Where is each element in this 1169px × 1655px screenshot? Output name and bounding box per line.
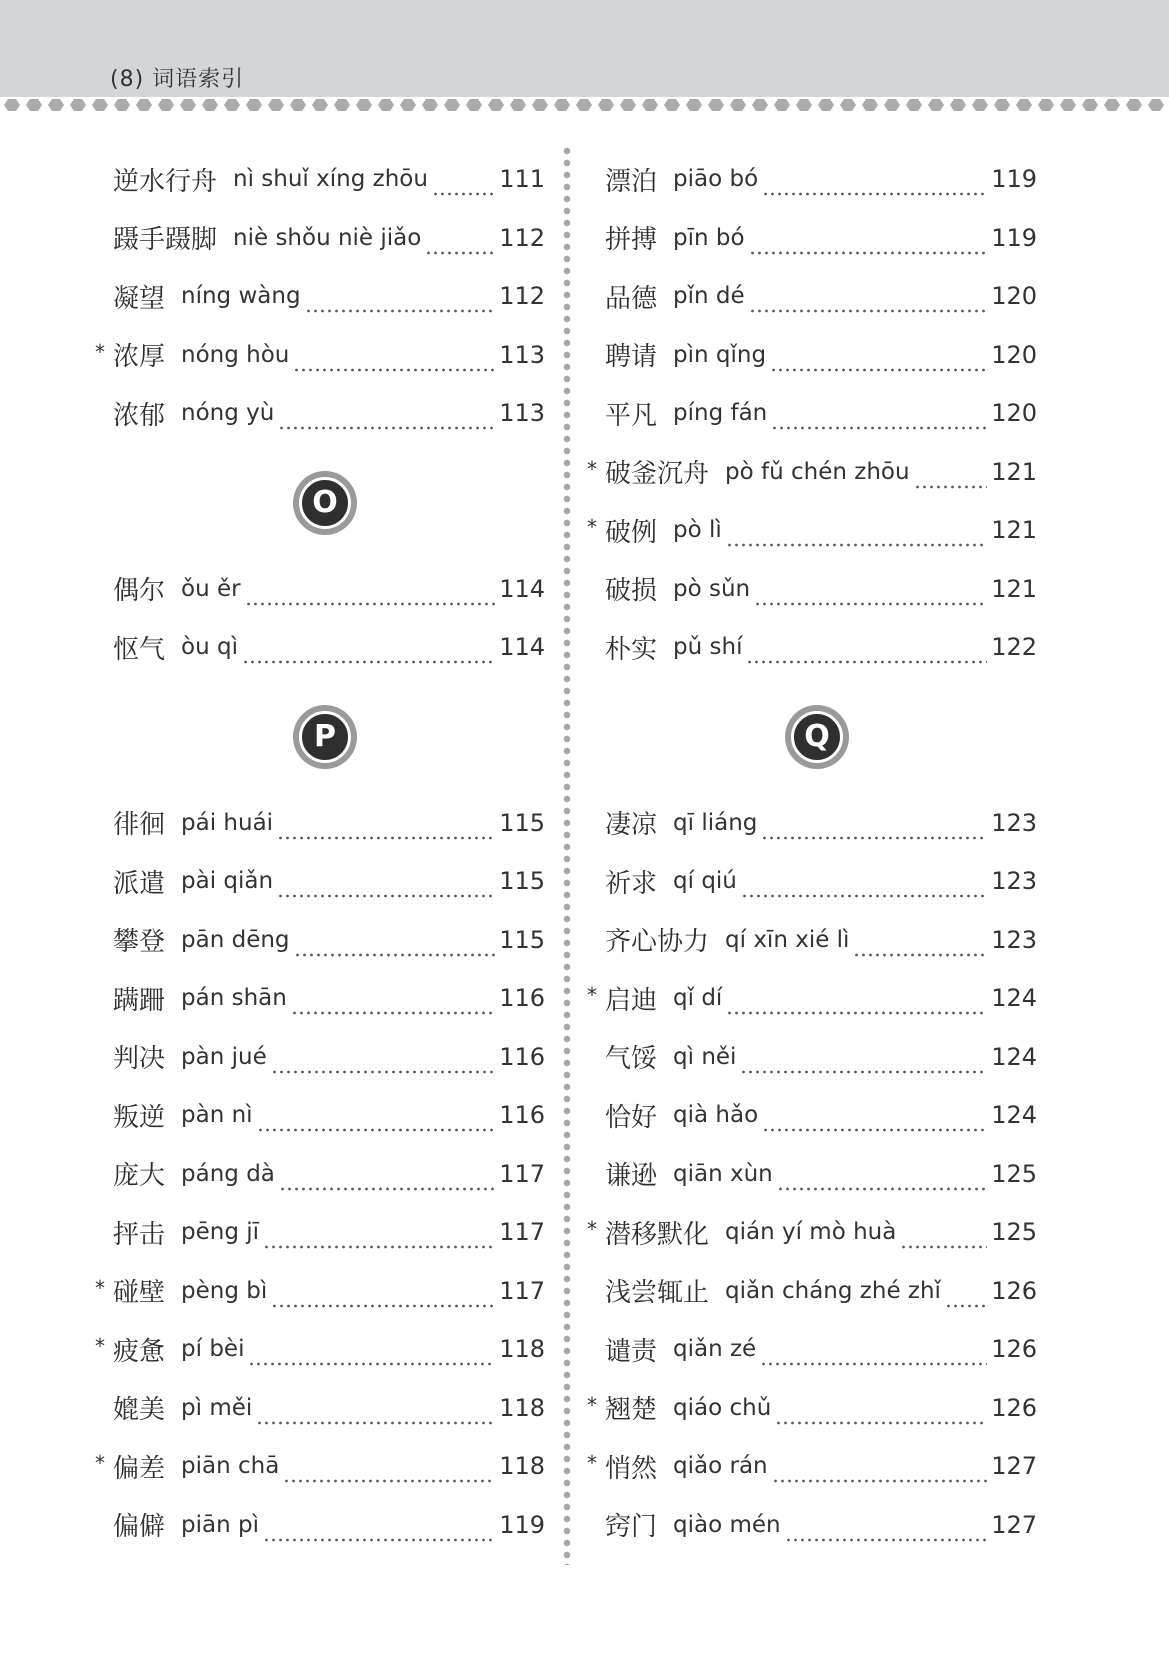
- key-word-star-marker: *: [95, 1451, 105, 1475]
- entry-page-number: 114: [499, 633, 545, 662]
- entry-word: 蹒跚: [113, 985, 166, 1016]
- dot-leader: [277, 875, 495, 899]
- index-entry: [105, 852, 545, 911]
- entry-pinyin: qiǎn zé: [673, 1336, 757, 1363]
- entry-pinyin: nì shuǐ xíng zhōu: [233, 166, 428, 193]
- index-entry: [587, 443, 1037, 502]
- pattern-hexagon: [1148, 99, 1164, 111]
- entry-word: 窍门: [605, 1512, 658, 1543]
- entry-page-number: 127: [991, 1510, 1037, 1539]
- index-entry: [587, 1437, 1037, 1496]
- pattern-hexagon: [180, 99, 196, 111]
- entry-page-number: 117: [499, 1159, 545, 1188]
- entry-pinyin: qǐ dí: [673, 985, 723, 1012]
- key-word-star-marker: *: [587, 1392, 597, 1417]
- pattern-hexagon: [598, 99, 614, 111]
- entry-page-number: 118: [499, 1393, 545, 1422]
- entry-word: 破例: [605, 517, 658, 548]
- pattern-hexagon: [356, 99, 372, 111]
- index-entry: [597, 209, 1037, 268]
- index-entry: [597, 560, 1037, 619]
- entry-word: 偏差: [113, 1453, 166, 1484]
- pattern-hexagon: [1104, 99, 1120, 111]
- entry-word: 谴责: [605, 1336, 658, 1367]
- entry-page-number: 115: [499, 808, 545, 837]
- pattern-hexagon: [136, 99, 152, 111]
- entry-word: 聘请: [605, 342, 658, 373]
- index-entry: [597, 1028, 1037, 1087]
- entry-page-number: 117: [499, 1276, 545, 1305]
- entry-pinyin: pèng bì: [181, 1277, 268, 1304]
- dot-leader: [294, 934, 496, 958]
- entry-word: 攀登: [113, 927, 166, 958]
- pattern-hexagon: [642, 99, 658, 111]
- pattern-hexagon: [466, 99, 482, 111]
- index-entry: [105, 1086, 545, 1145]
- dot-leader: [425, 232, 495, 256]
- key-word-star-marker: *: [587, 515, 597, 539]
- section-letter-badge: P: [299, 711, 351, 763]
- dot-leader: [277, 817, 495, 841]
- pattern-hexagon: [48, 99, 64, 111]
- pattern-hexagon: [1126, 99, 1142, 111]
- entry-pinyin: níng wàng: [181, 283, 301, 310]
- pattern-hexagon: [950, 99, 966, 111]
- section-header: [105, 677, 545, 794]
- entry-page-number: 123: [991, 808, 1037, 837]
- key-word-star-marker: *: [95, 1334, 105, 1358]
- index-entry: [105, 1203, 545, 1262]
- pattern-hexagon: [510, 99, 526, 111]
- dot-leader: [740, 1051, 987, 1075]
- entry-pinyin: qiǎo rán: [673, 1453, 768, 1480]
- entry-word: 齐心协力: [605, 927, 710, 958]
- index-entry: [587, 1203, 1037, 1262]
- index-entry: [587, 1379, 1037, 1438]
- entry-pinyin: qì něi: [673, 1043, 737, 1070]
- dot-leader: [263, 1519, 495, 1543]
- entry-pinyin: pīn bó: [673, 224, 745, 251]
- dot-leader: [291, 992, 495, 1016]
- index-entry: [597, 911, 1037, 970]
- pattern-hexagon: [400, 99, 416, 111]
- entry-word: 谦逊: [605, 1161, 658, 1192]
- dot-leader: [278, 407, 495, 431]
- dot-leader: [914, 466, 988, 490]
- pattern-hexagon: [576, 99, 592, 111]
- entry-page-number: 118: [499, 1452, 545, 1481]
- dot-leader: [762, 1109, 987, 1133]
- entry-word: 判决: [113, 1044, 166, 1075]
- entry-word: 潜移默化: [605, 1219, 710, 1250]
- entry-pinyin: qí qiú: [673, 868, 737, 895]
- index-entry: [597, 1262, 1037, 1321]
- entry-word: 祈求: [605, 868, 658, 899]
- entry-pinyin: pàn jué: [181, 1043, 267, 1070]
- dot-leader: [777, 1168, 987, 1192]
- dot-leader: [257, 1109, 496, 1133]
- entry-page-number: 116: [499, 1101, 545, 1130]
- dot-leader: [279, 1168, 495, 1192]
- dot-leader: [746, 641, 987, 665]
- dot-leader: [283, 1460, 495, 1484]
- entry-word: 品德: [605, 283, 658, 314]
- dot-leader: [770, 349, 987, 373]
- entry-word: 恰好: [605, 1102, 658, 1133]
- index-entry: [105, 560, 545, 619]
- dot-leader: [785, 1519, 988, 1543]
- entry-word: 蹑手蹑脚: [113, 225, 218, 256]
- index-entry: [597, 852, 1037, 911]
- entry-pinyin: piāo bó: [673, 166, 759, 193]
- entry-page-number: 120: [991, 340, 1037, 369]
- pattern-hexagon: [664, 99, 680, 111]
- pattern-hexagon: [774, 99, 790, 111]
- entry-pinyin: pò fǔ chén zhōu: [725, 458, 910, 485]
- pattern-hexagon: [26, 99, 42, 111]
- entry-pinyin: piān pì: [181, 1511, 259, 1538]
- entry-page-number: 127: [991, 1452, 1037, 1481]
- index-entry: [597, 1496, 1037, 1555]
- entry-word: 抨击: [113, 1219, 166, 1250]
- entry-page-number: 119: [991, 165, 1037, 194]
- pattern-hexagon: [92, 99, 108, 111]
- pattern-hexagon: [730, 99, 746, 111]
- entry-pinyin: nóng hòu: [181, 341, 290, 368]
- entry-word: 浓郁: [113, 400, 166, 431]
- pattern-hexagon: [994, 99, 1010, 111]
- entry-page-number: 116: [499, 1042, 545, 1071]
- pattern-hexagon: [928, 99, 944, 111]
- entry-pinyin: niè shǒu niè jiǎo: [233, 224, 422, 251]
- index-entry: [105, 794, 545, 853]
- index-entry: [597, 1145, 1037, 1204]
- section-header: [105, 443, 545, 560]
- index-entry: [95, 1437, 545, 1496]
- entry-page-number: 126: [991, 1276, 1037, 1305]
- key-word-star-marker: *: [95, 1275, 105, 1300]
- index-entry: [587, 969, 1037, 1028]
- dot-leader: [749, 232, 988, 256]
- entry-word: 平凡: [605, 400, 658, 431]
- index-entry: [95, 1262, 545, 1321]
- pattern-hexagon: [444, 99, 460, 111]
- entry-word: 浅尝辄止: [605, 1278, 710, 1309]
- dot-leader: [754, 583, 987, 607]
- pattern-hexagon: [554, 99, 570, 111]
- key-word-star-marker: *: [587, 456, 597, 481]
- entry-pinyin: pái huái: [181, 809, 274, 836]
- dot-leader: [293, 349, 495, 373]
- pattern-hexagon: [752, 99, 768, 111]
- index-entry: [105, 1496, 545, 1555]
- entry-pinyin: páng dà: [181, 1160, 275, 1187]
- entry-word: 拼搏: [605, 225, 658, 256]
- dot-leader: [771, 407, 987, 431]
- pattern-hexagon: [1060, 99, 1076, 111]
- entry-pinyin: piān chā: [181, 1453, 280, 1480]
- key-word-star-marker: *: [95, 339, 105, 364]
- index-entry: [597, 326, 1037, 385]
- dot-leader: [726, 992, 987, 1016]
- entry-pinyin: qiǎn cháng zhé zhǐ: [725, 1277, 941, 1304]
- entry-page-number: 123: [991, 867, 1037, 896]
- pattern-hexagon: [840, 99, 856, 111]
- entry-page-number: 119: [499, 1510, 545, 1539]
- pattern-hexagon: [884, 99, 900, 111]
- index-entry: [597, 1320, 1037, 1379]
- dot-leader: [772, 1460, 988, 1484]
- entry-page-number: 118: [499, 1335, 545, 1364]
- entry-pinyin: pǔ shí: [673, 634, 743, 661]
- entry-page-number: 115: [499, 925, 545, 954]
- pattern-hexagon: [114, 99, 130, 111]
- dot-leader: [726, 524, 987, 548]
- index-column-right: [587, 150, 1037, 1554]
- entry-word: 疲惫: [113, 1336, 166, 1367]
- entry-page-number: 119: [991, 223, 1037, 252]
- pattern-hexagon: [4, 99, 20, 111]
- entry-word: 怄气: [113, 634, 166, 665]
- dot-leader: [271, 1051, 495, 1075]
- index-entry: [587, 501, 1037, 560]
- entry-pinyin: pàn nì: [181, 1102, 253, 1129]
- dot-leader: [248, 1343, 495, 1367]
- entry-pinyin: ǒu ěr: [181, 575, 241, 602]
- entry-page-number: 111: [499, 165, 545, 194]
- entry-pinyin: qī liáng: [673, 809, 758, 836]
- pattern-hexagon: [224, 99, 240, 111]
- entry-page-number: 124: [991, 1042, 1037, 1071]
- pattern-hexagon: [972, 99, 988, 111]
- index-entry: [95, 326, 545, 385]
- index-entry: [105, 209, 545, 268]
- pattern-hexagon: [312, 99, 328, 111]
- entry-pinyin: pēng jī: [181, 1219, 260, 1246]
- index-entry: [597, 1086, 1037, 1145]
- pattern-hexagon: [246, 99, 262, 111]
- section-letter-badge: O: [299, 477, 351, 529]
- pattern-hexagon: [686, 99, 702, 111]
- entry-page-number: 113: [499, 399, 545, 428]
- pattern-hexagon: [268, 99, 284, 111]
- pattern-hexagon: [290, 99, 306, 111]
- entry-word: 悄然: [605, 1453, 658, 1484]
- index-entry: [597, 794, 1037, 853]
- dot-leader: [263, 1226, 495, 1250]
- key-word-star-marker: *: [587, 1217, 597, 1241]
- entry-word: 启迪: [605, 985, 658, 1016]
- dot-leader: [305, 290, 496, 314]
- dot-leader: [245, 583, 496, 607]
- entry-word: 凝望: [113, 283, 166, 314]
- dot-leader: [760, 1343, 987, 1367]
- entry-page-number: 115: [499, 867, 545, 896]
- pattern-hexagon: [1038, 99, 1054, 111]
- dot-leader: [900, 1226, 987, 1250]
- pattern-hexagon: [378, 99, 394, 111]
- entry-pinyin: pǐn dé: [673, 283, 745, 310]
- entry-page-number: 112: [499, 282, 545, 311]
- pattern-hexagon: [818, 99, 834, 111]
- entry-word: 媲美: [113, 1395, 166, 1426]
- entry-pinyin: qí xīn xié lì: [725, 926, 850, 953]
- entry-page-number: 120: [991, 399, 1037, 428]
- decorative-pattern-strip: [0, 98, 1169, 112]
- pattern-hexagon: [158, 99, 174, 111]
- entry-page-number: 121: [991, 516, 1037, 545]
- index-entry: [597, 384, 1037, 443]
- entry-pinyin: pò lì: [673, 517, 722, 544]
- entry-word: 偶尔: [113, 576, 166, 607]
- entry-page-number: 121: [991, 457, 1037, 486]
- pattern-hexagon: [334, 99, 350, 111]
- pattern-hexagon: [796, 99, 812, 111]
- entry-pinyin: qiáo chǔ: [673, 1394, 772, 1421]
- index-entry: [105, 618, 545, 677]
- entry-pinyin: pài qiǎn: [181, 868, 274, 895]
- entry-pinyin: pìn qǐng: [673, 341, 767, 368]
- dot-leader: [749, 290, 988, 314]
- pattern-hexagon: [906, 99, 922, 111]
- pattern-hexagon: [708, 99, 724, 111]
- column-divider: [562, 145, 572, 1565]
- index-entry: [597, 618, 1037, 677]
- key-word-star-marker: *: [587, 1451, 597, 1475]
- index-entry: [105, 969, 545, 1028]
- entry-word: 派遣: [113, 868, 166, 899]
- index-entry: [105, 267, 545, 326]
- entry-page-number: 125: [991, 1159, 1037, 1188]
- entry-pinyin: qià hǎo: [673, 1102, 759, 1129]
- entry-word: 破损: [605, 576, 658, 607]
- key-word-star-marker: *: [587, 983, 597, 1007]
- pattern-hexagon: [862, 99, 878, 111]
- index-entry: [105, 150, 545, 209]
- entry-page-number: 121: [991, 574, 1037, 603]
- entry-page-number: 113: [499, 340, 545, 369]
- entry-page-number: 126: [991, 1335, 1037, 1364]
- entry-pinyin: pán shān: [181, 985, 287, 1012]
- entry-pinyin: pí bèi: [181, 1336, 245, 1363]
- page-header-title: (8) 词语索引: [110, 67, 245, 92]
- entry-page-number: 114: [499, 574, 545, 603]
- index-entry: [95, 1320, 545, 1379]
- entry-page-number: 124: [991, 1101, 1037, 1130]
- pattern-hexagon: [620, 99, 636, 111]
- entry-pinyin: qiào mén: [673, 1511, 781, 1538]
- entry-page-number: 120: [991, 282, 1037, 311]
- entry-word: 偏僻: [113, 1512, 166, 1543]
- section-header: [597, 677, 1037, 794]
- entry-word: 叛逆: [113, 1102, 166, 1133]
- entry-pinyin: pò sǔn: [673, 575, 751, 602]
- entry-pinyin: qián yí mò huà: [725, 1219, 897, 1246]
- dot-leader: [761, 817, 987, 841]
- pattern-hexagon: [1082, 99, 1098, 111]
- entry-page-number: 125: [991, 1218, 1037, 1247]
- entry-page-number: 124: [991, 984, 1037, 1013]
- dot-leader: [853, 934, 987, 958]
- entry-pinyin: nóng yù: [181, 400, 275, 427]
- pattern-hexagon: [488, 99, 504, 111]
- entry-word: 凄凉: [605, 810, 658, 841]
- dot-leader: [271, 1285, 495, 1309]
- entry-pinyin: pì měi: [181, 1394, 253, 1421]
- entry-pinyin: qiān xùn: [673, 1160, 773, 1187]
- entry-word: 逆水行舟: [113, 166, 218, 197]
- index-column-left: [95, 150, 545, 1554]
- dot-leader: [762, 173, 987, 197]
- entry-pinyin: òu qì: [181, 634, 238, 661]
- dot-leader: [242, 641, 495, 665]
- index-entry: [597, 150, 1037, 209]
- pattern-hexagon: [1016, 99, 1032, 111]
- index-entry: [105, 1028, 545, 1087]
- entry-page-number: 112: [499, 223, 545, 252]
- dot-leader: [256, 1402, 495, 1426]
- section-letter-badge: Q: [791, 711, 843, 763]
- entry-pinyin: pān dēng: [181, 926, 290, 953]
- entry-word: 碰壁: [113, 1278, 166, 1309]
- entry-word: 漂泊: [605, 166, 658, 197]
- entry-word: 翘楚: [605, 1395, 658, 1426]
- pattern-hexagon: [422, 99, 438, 111]
- pattern-hexagon: [532, 99, 548, 111]
- pattern-hexagon: [70, 99, 86, 111]
- entry-page-number: 117: [499, 1218, 545, 1247]
- index-entry: [105, 1379, 545, 1438]
- entry-page-number: 116: [499, 984, 545, 1013]
- entry-word: 浓厚: [113, 342, 166, 373]
- entry-page-number: 123: [991, 925, 1037, 954]
- index-entry: [105, 911, 545, 970]
- index-entry: [105, 384, 545, 443]
- dot-leader: [432, 173, 495, 197]
- pattern-hexagon: [202, 99, 218, 111]
- dot-leader: [945, 1285, 987, 1309]
- entry-word: 庞大: [113, 1161, 166, 1192]
- entry-page-number: 126: [991, 1393, 1037, 1422]
- dot-leader: [741, 875, 987, 899]
- entry-page-number: 122: [991, 633, 1037, 662]
- entry-word: 徘徊: [113, 810, 166, 841]
- entry-word: 朴实: [605, 634, 658, 665]
- entry-word: 破釜沉舟: [605, 459, 710, 490]
- index-entry: [105, 1145, 545, 1204]
- dot-leader: [775, 1402, 987, 1426]
- index-entry: [597, 267, 1037, 326]
- entry-word: 气馁: [605, 1044, 658, 1075]
- entry-pinyin: píng fán: [673, 400, 768, 427]
